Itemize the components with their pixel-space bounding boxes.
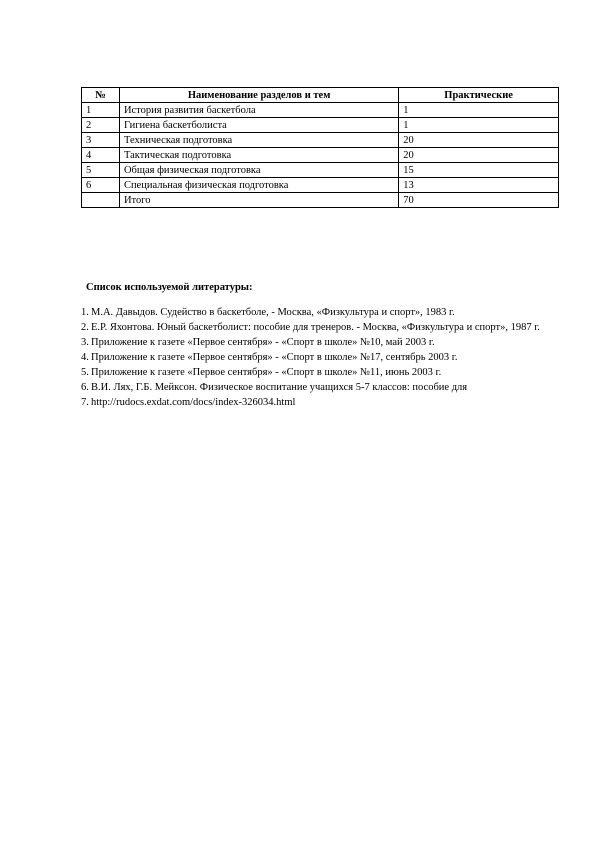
header-practical: Практические	[399, 88, 559, 103]
list-item-number: 2.	[81, 322, 89, 333]
list-item-number: 4.	[81, 352, 89, 363]
curriculum-table	[81, 87, 559, 208]
list-item	[81, 321, 559, 335]
list-item-text: Приложение к газете «Первое сентября» - «Спорт в школе» №11, июнь 2003 г.	[91, 367, 442, 378]
header-number: №	[82, 88, 120, 103]
list-item-text: М.А. Давыдов. Судейство в баскетболе, - Москва, «Физкультура и спорт», 1983 г.	[91, 307, 455, 318]
table-row	[82, 103, 559, 118]
list-item-number: 1.	[81, 307, 89, 318]
list-item	[81, 396, 559, 410]
table-row	[82, 133, 559, 148]
list-item-text: Приложение к газете «Первое сентября» - «Спорт в школе» №10, май 2003 г.	[91, 337, 435, 348]
list-item-link[interactable]: http://rudocs.exdat.com/docs/index-326034.html	[91, 397, 296, 408]
list-item	[81, 381, 559, 395]
row-number: 1	[82, 103, 120, 118]
literature-list	[81, 306, 559, 411]
table-row	[82, 178, 559, 193]
row-section: Техническая подготовка	[119, 133, 398, 148]
row-number	[82, 193, 120, 208]
table-row	[82, 148, 559, 163]
table-total-row	[82, 193, 559, 208]
list-item-number: 6.	[81, 382, 89, 393]
row-practical: 1	[399, 118, 559, 133]
row-section: Специальная физическая подготовка	[119, 178, 398, 193]
list-item	[81, 366, 559, 380]
list-item-text: В.И. Лях, Г.Б. Мейксон. Физическое воспитание учащихся 5-7 классов: пособие для	[91, 382, 468, 393]
row-section: Общая физическая подготовка	[119, 163, 398, 178]
list-item-number: 7.	[81, 397, 89, 408]
row-practical: 1	[399, 103, 559, 118]
list-item-text: Е.Р. Яхонтова. Юный баскетболист: пособие для тренеров. - Москва, «Физкультура и спорт», 1987 г.	[91, 322, 540, 333]
row-practical: 70	[399, 193, 559, 208]
list-item-text: Приложение к газете «Первое сентября» - «Спорт в школе» №17, сентябрь 2003 г.	[91, 352, 458, 363]
table-row	[82, 163, 559, 178]
literature-heading: Список используемой литературы:	[86, 282, 253, 293]
row-section: Тактическая подготовка	[119, 148, 398, 163]
row-practical: 15	[399, 163, 559, 178]
row-number: 6	[82, 178, 120, 193]
row-number: 5	[82, 163, 120, 178]
row-section: Итого	[119, 193, 398, 208]
row-section: Гигиена баскетболиста	[119, 118, 398, 133]
list-item-number: 5.	[81, 367, 89, 378]
list-item	[81, 306, 559, 320]
row-number: 3	[82, 133, 120, 148]
row-number: 2	[82, 118, 120, 133]
header-section-name: Наименование разделов и тем	[119, 88, 398, 103]
list-item	[81, 351, 559, 365]
row-section: История развития баскетбола	[119, 103, 398, 118]
row-practical: 20	[399, 148, 559, 163]
row-number: 4	[82, 148, 120, 163]
row-practical: 13	[399, 178, 559, 193]
table-header-row	[82, 88, 559, 103]
list-item	[81, 336, 559, 350]
table-row	[82, 118, 559, 133]
list-item-number: 3.	[81, 337, 89, 348]
row-practical: 20	[399, 133, 559, 148]
